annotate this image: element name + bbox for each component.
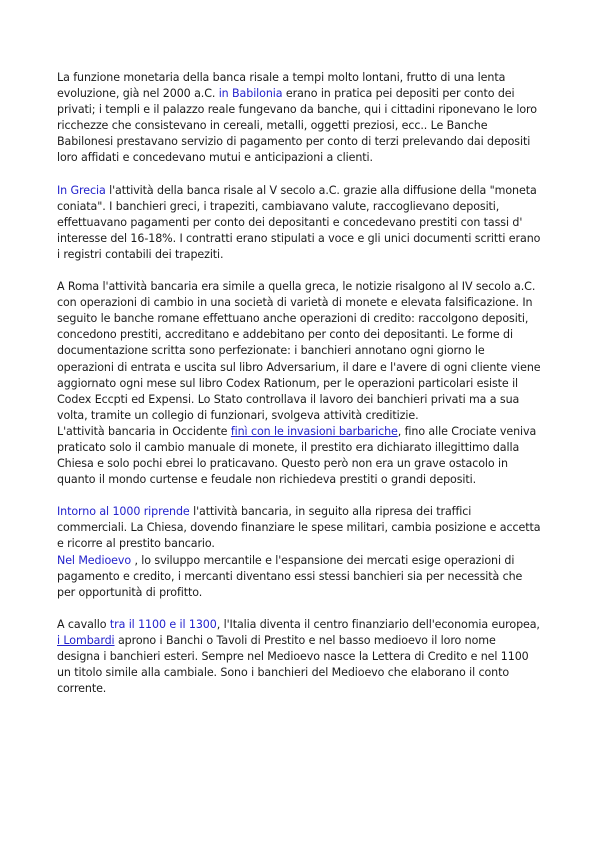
paragraph (57, 70, 542, 167)
paragraph (57, 617, 542, 697)
text-run: , l'Italia diventa il centro finanziario dell'economia europea, (216, 617, 540, 631)
text-run: l'attività bancaria, in seguito alla ripresa dei traffici commerciali. La Chiesa, dovendo finanziare le spese militari, cambia posizione e accetta e ricorre al prestito bancario. (57, 505, 541, 551)
highlighted-term: i Lombardi (57, 633, 115, 647)
text-run: l'attività della banca risale al V secolo a.C. grazie alla diffusione della "moneta coniata". I banchieri greci, i trapeziti, cambiavano valute, raccoglievano depositi, effettuavano pagamenti per conto dei depositanti e concedevano prestiti con tassi d' interesse del 16-18%. I contratti erano stipulati a voce e gli unici documenti scritti erano i registri contabili dei trapeziti. (57, 183, 541, 261)
highlighted-term: Nel Medioevo (57, 553, 132, 567)
highlighted-term: finì con le invasioni barbariche (230, 424, 398, 438)
text-run: L'attività bancaria in Occidente (57, 424, 231, 438)
highlighted-term: In Grecia (57, 183, 106, 197)
paragraph (57, 553, 542, 601)
text-run: La funzione monetaria della banca risale a tempi molto lontani, frutto di una lenta evoluzione, già nel 2000 a.C. (57, 71, 506, 101)
document-page (57, 70, 542, 697)
text-run: aprono i Banchi o Tavoli di Prestito e nel basso medioevo il loro nome designa i banchieri esteri. Sempre nel Medioevo nasce la Lettera di Credito e nel 1100 un titolo simile alla cambiale. Sono i banchieri del Medioevo che elaborano il conto corrente. (57, 633, 529, 696)
highlighted-term: in Babilonia (218, 87, 283, 101)
highlighted-term: tra il 1100 e il 1300 (109, 617, 217, 631)
text-run: A Roma l'attività bancaria era simile a quella greca, le notizie risalgono al IV secolo a.C. con operazioni di cambio in una società di varietà di monete e elevata falsificazione. In seguito le banche romane effettuano anche operazioni di credito: raccolgono depositi, concedono prestiti, accreditano e addebitano per conto dei depositanti. Le forme di documentazione scritta sono perfezionate: i banchieri annotano ogni giorno le operazioni di entrata e uscita sul libro Adversarium, il dare e l'avere di ogni cliente viene aggiornato ogni mese sul libro Codex Rationum, per le operazioni particolari esiste il Codex Eccpti ed Expensi. Lo Stato controllava il lavoro dei banchieri privati ma a sua volta, tramite un collegio di funzionari, svolgeva attività creditizie. (57, 280, 541, 422)
text-run: erano in pratica pei depositi per conto dei privati; i templi e il palazzo reale fungevano da banche, qui i cittadini riponevano le loro ricchezze che consistevano in cereali, metalli, oggetti preziosi, ecc.. Le Banche Babilonesi prestavano servizio di pagamento per conto di terzi prelevando dai depositi loro affidati e concedevano mutui e anticipazioni a clienti. (57, 87, 537, 165)
highlighted-term: Intorno al 1000 riprende (57, 505, 190, 519)
text-run: , fino alle Crociate veniva praticato solo il cambio manuale di monete, il prestito era dichiarato illegittimo dalla Chiesa e solo pochi ebrei lo praticavano. Questo però non era un grave ostacolo in quanto il mondo curtense e feudale non richiedeva prestiti o grandi depositi. (57, 424, 537, 487)
paragraph (57, 279, 542, 424)
paragraph (57, 183, 542, 263)
paragraph (57, 424, 542, 488)
text-run: , lo sviluppo mercantile e l'espansione dei mercati esige operazioni di pagamento e credito, i mercanti diventano essi stessi banchieri sia per necessità che per opportunità di profitto. (57, 553, 523, 599)
paragraph (57, 504, 542, 552)
text-run: A cavallo (57, 617, 110, 631)
